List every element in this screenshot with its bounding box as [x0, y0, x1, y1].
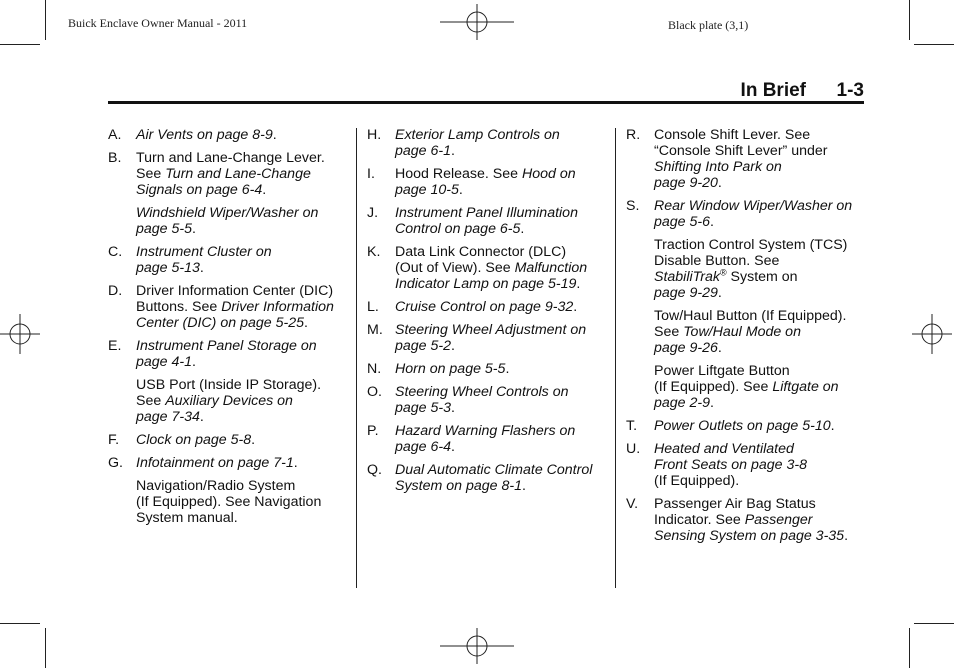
- legend-item: [108, 455, 348, 471]
- legend-line: [395, 384, 607, 400]
- legend-line: [654, 395, 870, 411]
- legend-text: “Console Shift Lever” under: [654, 143, 828, 159]
- cross-reference: Turn and Lane-Change: [165, 166, 311, 182]
- legend-item: [626, 496, 870, 544]
- legend-letter: C.: [108, 244, 123, 260]
- legend-item: [626, 198, 870, 230]
- legend-column-2: [367, 127, 607, 501]
- cross-reference: Clock on page 5-8: [136, 432, 252, 448]
- cross-reference: Instrument Panel Illumination: [395, 205, 578, 221]
- legend-item: [367, 462, 607, 494]
- legend-text: (If Equipped).: [654, 473, 740, 489]
- legend-line: [395, 462, 607, 478]
- legend-line: [654, 175, 870, 191]
- legend-text: Indicator. See: [654, 512, 745, 528]
- crop-mark: [45, 628, 46, 668]
- legend-line: [654, 308, 870, 324]
- legend-text: .: [451, 439, 455, 455]
- legend-line: [395, 127, 607, 143]
- legend-letter: R.: [626, 127, 641, 143]
- legend-line: [136, 354, 348, 370]
- cross-reference: Indicator Lamp on page 5-19: [395, 276, 577, 292]
- legend-letter: N.: [367, 361, 382, 377]
- legend-item: [367, 384, 607, 416]
- cross-reference: Dual Automatic Climate Control: [395, 462, 593, 478]
- cross-reference: page 5-3: [395, 400, 452, 416]
- legend-line: [654, 127, 870, 143]
- legend-item: [108, 338, 348, 370]
- legend-line: [395, 423, 607, 439]
- cross-reference: page 5-5: [136, 221, 193, 237]
- cross-reference: page 5-13: [136, 260, 200, 276]
- legend-item: [108, 478, 348, 526]
- legend-line: [136, 205, 348, 221]
- legend-text: .: [451, 143, 455, 159]
- legend-line: [136, 315, 348, 331]
- cross-reference: Driver Information: [221, 299, 334, 315]
- legend-text: Buttons. See: [136, 299, 222, 315]
- registration-mark-icon: [440, 626, 514, 666]
- cross-reference: Infotainment on page 7-1: [136, 455, 294, 471]
- legend-item: [367, 205, 607, 237]
- legend-text: .: [199, 409, 204, 425]
- legend-letter: T.: [626, 418, 638, 434]
- legend-line: [136, 393, 348, 409]
- cross-reference: Power Outlets on page 5-10: [654, 418, 831, 434]
- cross-reference: Tow/Haul Mode on: [683, 324, 801, 340]
- cross-reference: Steering Wheel Adjustment on: [395, 322, 587, 338]
- legend-line: [654, 457, 870, 473]
- cross-reference: page 9-26: [654, 340, 718, 356]
- cross-reference: page 6-1: [395, 143, 452, 159]
- legend-line: [654, 253, 870, 269]
- legend-line: [654, 324, 870, 340]
- cross-reference: Sensing System on page 3-35: [654, 528, 845, 544]
- cross-reference: Auxiliary Devices on: [165, 393, 293, 409]
- legend-line: [395, 361, 607, 377]
- cross-reference: Instrument Panel Storage on: [136, 338, 317, 354]
- cross-reference: page 2-9: [654, 395, 711, 411]
- legend-item: [367, 244, 607, 292]
- cross-reference: page 9-20: [654, 175, 718, 191]
- cross-reference: Control on page 6-5: [395, 221, 521, 237]
- legend-text: (If Equipped). See: [654, 379, 773, 395]
- legend-line: [136, 182, 348, 198]
- legend-line: [654, 512, 870, 528]
- legend-line: [654, 214, 870, 230]
- legend-line: [395, 244, 607, 260]
- legend-item: [367, 127, 607, 159]
- legend-letter: P.: [367, 423, 379, 439]
- legend-letter: D.: [108, 283, 123, 299]
- legend-text: .: [192, 354, 196, 370]
- legend-letter: H.: [367, 127, 382, 143]
- legend-line: [395, 221, 607, 237]
- legend-line: [395, 166, 607, 182]
- legend-line: [395, 205, 607, 221]
- legend-item: [626, 308, 870, 356]
- legend-letter: V.: [626, 496, 639, 512]
- legend-line: [654, 198, 870, 214]
- legend-text: .: [573, 299, 578, 315]
- legend-text: .: [717, 340, 722, 356]
- legend-letter: M.: [367, 322, 383, 338]
- legend-line: [395, 182, 607, 198]
- registration-mark-icon: [912, 314, 952, 354]
- legend-item: [626, 363, 870, 411]
- cross-reference: Horn on page 5-5: [395, 361, 506, 377]
- legend-text: USB Port (Inside IP Storage).: [136, 377, 322, 393]
- cross-reference: Cruise Control on page 9-32: [395, 299, 574, 315]
- legend-text: System manual.: [136, 510, 238, 526]
- legend-line: [654, 285, 870, 301]
- legend-text: .: [576, 276, 581, 292]
- cross-reference: Center (DIC) on page 5-25: [136, 315, 304, 331]
- legend-line: [136, 432, 348, 448]
- cross-reference: page 6-4: [395, 439, 452, 455]
- legend-letter: A.: [108, 127, 122, 143]
- legend-item: [108, 244, 348, 276]
- legend-line: [136, 478, 348, 494]
- legend-text: .: [717, 285, 722, 301]
- legend-text: .: [717, 175, 722, 191]
- cross-reference: Front Seats on page 3-8: [654, 457, 808, 473]
- page-number: 1-3: [836, 80, 864, 101]
- legend-text: .: [710, 395, 714, 411]
- legend-letter: L.: [367, 299, 379, 315]
- legend-line: [136, 221, 348, 237]
- legend-text: .: [830, 418, 835, 434]
- cross-reference: Hazard Warning Flashers on: [395, 423, 576, 439]
- legend-line: [395, 299, 607, 315]
- legend-line: [136, 338, 348, 354]
- legend-text: .: [262, 182, 267, 198]
- legend-text: .: [303, 315, 308, 331]
- legend-text: Data Link Connector (DLC): [395, 244, 567, 260]
- cross-reference: Hood on: [521, 166, 576, 182]
- legend-line: [136, 166, 348, 182]
- legend-line: [654, 143, 870, 159]
- legend-line: [136, 260, 348, 276]
- legend-text: .: [451, 400, 455, 416]
- legend-line: [395, 143, 607, 159]
- legend-line: [395, 338, 607, 354]
- legend-text: Driver Information Center (DIC): [136, 283, 334, 299]
- legend-item: [108, 205, 348, 237]
- legend-text: Turn and Lane-Change Lever.: [136, 150, 325, 166]
- legend-text: .: [521, 478, 526, 494]
- legend-text: .: [710, 214, 714, 230]
- crop-mark: [914, 623, 954, 624]
- registered-mark: ®: [719, 267, 727, 278]
- cross-reference: page 4-1: [136, 354, 193, 370]
- legend-text: Navigation/Radio System: [136, 478, 296, 494]
- legend-letter: E.: [108, 338, 122, 354]
- cross-reference: Malfunction: [514, 260, 588, 276]
- cross-reference: page 5-6: [654, 214, 711, 230]
- cross-reference: Air Vents on page 8-9: [136, 127, 273, 143]
- legend-line: [654, 441, 870, 457]
- legend-line: [136, 283, 348, 299]
- legend-item: [626, 441, 870, 489]
- legend-item: [367, 322, 607, 354]
- legend-text: .: [192, 221, 196, 237]
- legend-line: [395, 400, 607, 416]
- cross-reference: Steering Wheel Controls on: [395, 384, 569, 400]
- crop-mark: [914, 44, 954, 45]
- legend-text: .: [272, 127, 277, 143]
- legend-text: Passenger Air Bag Status: [654, 496, 816, 512]
- legend-text: Disable Button. See: [654, 253, 780, 269]
- cross-reference: page 5-2: [395, 338, 452, 354]
- cross-reference: Windshield Wiper/Washer on: [136, 205, 319, 221]
- cross-reference: Rear Window Wiper/Washer on: [654, 198, 853, 214]
- legend-text: .: [844, 528, 849, 544]
- legend-text: (Out of View). See: [395, 260, 515, 276]
- legend-line: [395, 478, 607, 494]
- legend-letter: Q.: [367, 462, 382, 478]
- legend-item: [367, 299, 607, 315]
- legend-line: [654, 237, 870, 253]
- legend-letter: O.: [367, 384, 382, 400]
- legend-line: [395, 260, 607, 276]
- cross-reference: Passenger: [744, 512, 813, 528]
- crop-mark: [45, 0, 46, 40]
- cross-reference: Shifting Into Park on: [654, 159, 782, 175]
- column-divider: [356, 128, 357, 588]
- legend-item: [626, 237, 870, 301]
- legend-text: .: [505, 361, 510, 377]
- cross-reference: System on page 8-1: [395, 478, 522, 494]
- legend-letter: F.: [108, 432, 120, 448]
- legend-line: [136, 127, 348, 143]
- legend-line: [136, 299, 348, 315]
- legend-letter: U.: [626, 441, 641, 457]
- legend-item: [367, 166, 607, 198]
- legend-line: [136, 409, 348, 425]
- crop-mark: [909, 0, 910, 40]
- legend-item: [626, 127, 870, 191]
- legend-line: [136, 510, 348, 526]
- cross-reference: Heated and Ventilated: [654, 441, 794, 457]
- legend-text: See: [654, 324, 684, 340]
- legend-letter: G.: [108, 455, 123, 471]
- legend-text: .: [458, 182, 463, 198]
- section-title: In Brief: [740, 80, 806, 101]
- legend-text: System on: [726, 269, 798, 285]
- heading-rule: [108, 101, 864, 104]
- legend-item: [626, 418, 870, 434]
- cross-reference: page 7-34: [136, 409, 200, 425]
- legend-text: .: [293, 455, 298, 471]
- legend-text: .: [451, 338, 455, 354]
- legend-line: [654, 269, 870, 285]
- legend-text: .: [199, 260, 204, 276]
- section-heading: [108, 80, 864, 102]
- legend-text: See: [136, 393, 166, 409]
- legend-text: Tow/Haul Button (If Equipped).: [654, 308, 847, 324]
- legend-item: [108, 377, 348, 425]
- legend-text: See: [136, 166, 166, 182]
- legend-line: [654, 418, 870, 434]
- legend-text: Console Shift Lever. See: [654, 127, 811, 143]
- crop-mark: [0, 623, 40, 624]
- legend-item: [108, 150, 348, 198]
- legend-line: [136, 377, 348, 393]
- legend-item: [108, 432, 348, 448]
- legend-line: [395, 276, 607, 292]
- legend-text: Hood Release. See: [395, 166, 522, 182]
- cross-reference: Exterior Lamp Controls on: [395, 127, 560, 143]
- legend-text: .: [251, 432, 256, 448]
- legend-line: [136, 244, 348, 260]
- legend-item: [108, 283, 348, 331]
- legend-line: [136, 455, 348, 471]
- legend-column-1: [108, 127, 348, 533]
- legend-line: [395, 439, 607, 455]
- legend-line: [395, 322, 607, 338]
- column-divider: [615, 128, 616, 588]
- cross-reference: Signals on page 6-4: [136, 182, 263, 198]
- legend-line: [654, 379, 870, 395]
- legend-text: .: [520, 221, 525, 237]
- legend-text: Traction Control System (TCS): [654, 237, 848, 253]
- running-header-left: Buick Enclave Owner Manual - 2011: [68, 16, 248, 30]
- legend-column-3: [626, 127, 870, 551]
- legend-line: [136, 150, 348, 166]
- legend-letter: S.: [626, 198, 640, 214]
- registration-mark-icon: [440, 2, 514, 42]
- cross-reference: page 9-29: [654, 285, 718, 301]
- legend-line: [654, 363, 870, 379]
- registration-mark-icon: [0, 314, 40, 354]
- legend-item: [367, 361, 607, 377]
- cross-reference: StabiliTrak: [654, 269, 720, 285]
- running-header-right: Black plate (3,1): [668, 18, 749, 32]
- legend-item: [108, 127, 348, 143]
- cross-reference: page 10-5: [395, 182, 459, 198]
- legend-text: Power Liftgate Button: [654, 363, 790, 379]
- legend-letter: B.: [108, 150, 122, 166]
- legend-text: (If Equipped). See Navigation: [136, 494, 322, 510]
- cross-reference: Instrument Cluster on: [136, 244, 272, 260]
- legend-line: [654, 159, 870, 175]
- legend-line: [136, 494, 348, 510]
- legend-item: [367, 423, 607, 455]
- crop-mark: [909, 628, 910, 668]
- legend-line: [654, 528, 870, 544]
- legend-letter: J.: [367, 205, 379, 221]
- legend-line: [654, 496, 870, 512]
- cross-reference: Liftgate on: [772, 379, 839, 395]
- legend-line: [654, 340, 870, 356]
- legend-line: [654, 473, 870, 489]
- crop-mark: [0, 44, 40, 45]
- legend-letter: K.: [367, 244, 381, 260]
- legend-letter: I.: [367, 166, 375, 182]
